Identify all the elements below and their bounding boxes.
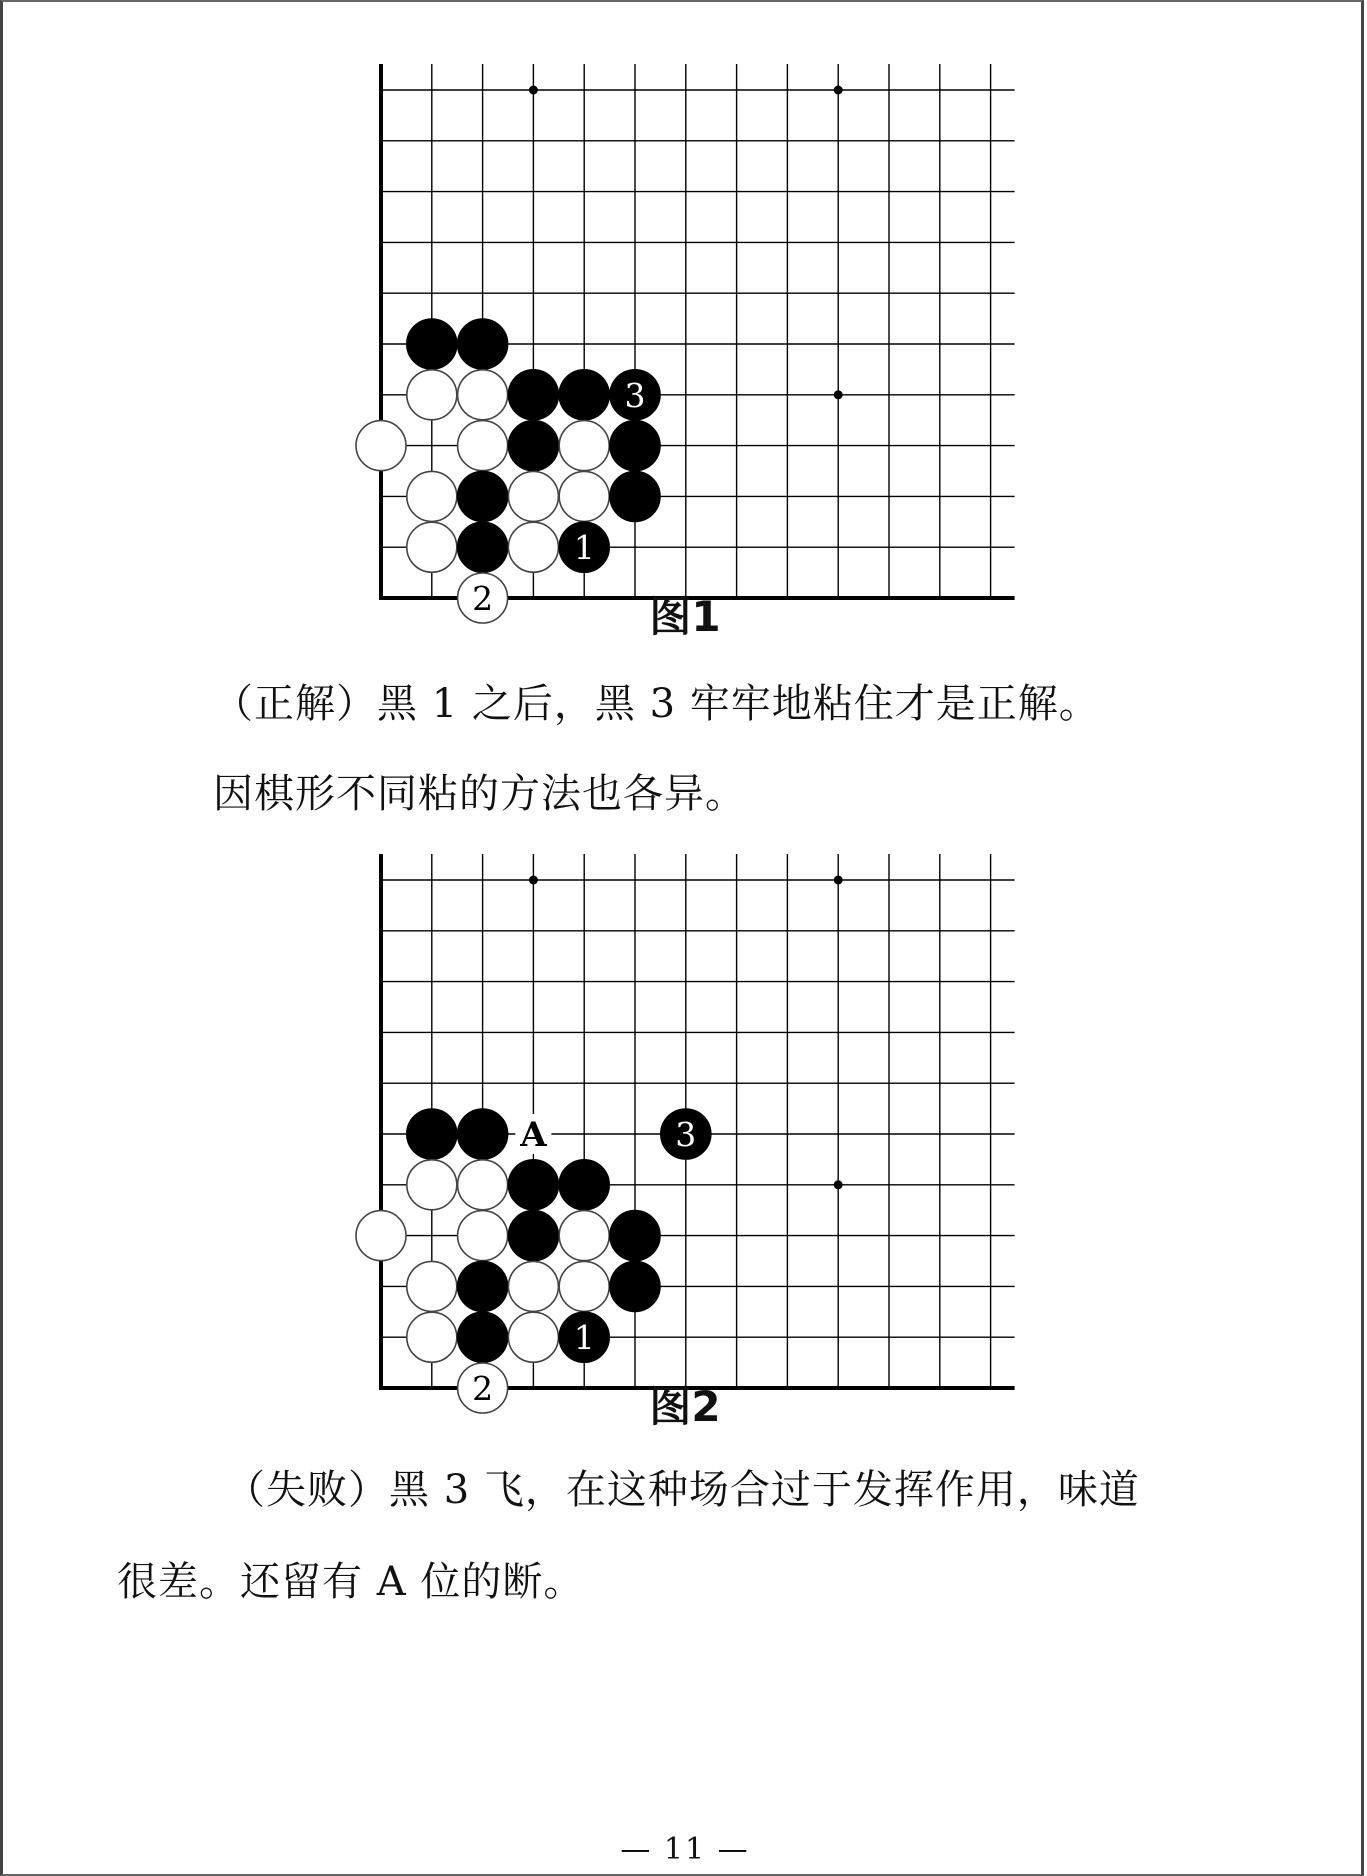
star-point <box>834 390 843 399</box>
page-number: — 11 — <box>620 1832 750 1867</box>
black-stone <box>559 370 609 420</box>
white-stone <box>559 1211 609 1261</box>
white-stone <box>559 1261 609 1311</box>
white-stone <box>458 1160 508 1210</box>
paragraph-fig1-line2: 因棋形不同粘的方法也各异。 <box>213 771 746 817</box>
black-stone <box>458 1261 508 1311</box>
black-stone <box>610 1211 660 1261</box>
black-stone <box>610 471 660 521</box>
white-stone <box>559 471 609 521</box>
black-stone <box>508 1211 558 1261</box>
white-stone <box>407 1312 457 1362</box>
move-number-label: 1 <box>573 528 595 568</box>
star-point <box>529 876 538 885</box>
black-stone <box>458 471 508 521</box>
black-stone <box>407 1109 457 1159</box>
star-point <box>834 86 843 95</box>
white-stone <box>458 1211 508 1261</box>
white-stone <box>458 421 508 471</box>
paragraph-fig2-line1: （失败）黑 3 飞，在这种场合过于发挥作用，味道 <box>225 1467 1140 1513</box>
white-stone <box>407 370 457 420</box>
white-stone <box>458 370 508 420</box>
move-number-label: 2 <box>472 1369 494 1408</box>
black-stone <box>458 522 508 572</box>
black-stone <box>610 1261 660 1311</box>
black-stone <box>559 1160 609 1210</box>
black-stone <box>508 370 558 420</box>
star-point <box>834 876 843 885</box>
paragraph-fig2-line2: 很差。还留有 A 位的断。 <box>117 1559 585 1605</box>
white-stone <box>407 471 457 521</box>
move-number-label: 3 <box>624 375 646 415</box>
white-stone <box>508 471 558 521</box>
move-number-label: 3 <box>675 1115 697 1154</box>
white-stone <box>508 522 558 572</box>
white-stone <box>407 522 457 572</box>
figure-caption-1: 图1 <box>649 592 721 641</box>
white-stone <box>508 1261 558 1311</box>
black-stone <box>458 319 508 369</box>
white-stone <box>407 1160 457 1210</box>
black-stone <box>407 319 457 369</box>
paragraph-fig1-line1: （正解）黑 1 之后，黑 3 牢牢地粘住才是正解。 <box>213 681 1100 727</box>
move-number-label: 2 <box>472 579 494 618</box>
black-stone <box>458 1109 508 1159</box>
black-stone <box>458 1312 508 1362</box>
figure-caption-2: 图2 <box>649 1382 721 1431</box>
star-point <box>834 1180 843 1189</box>
white-stone <box>356 421 406 471</box>
move-number-label: 1 <box>573 1318 595 1358</box>
black-stone <box>508 421 558 471</box>
board-mark-label: A <box>520 1115 547 1155</box>
black-stone <box>610 421 660 471</box>
white-stone <box>407 1261 457 1311</box>
white-stone <box>508 1312 558 1362</box>
black-stone <box>508 1160 558 1210</box>
star-point <box>529 86 538 95</box>
white-stone <box>559 421 609 471</box>
white-stone <box>356 1211 406 1261</box>
